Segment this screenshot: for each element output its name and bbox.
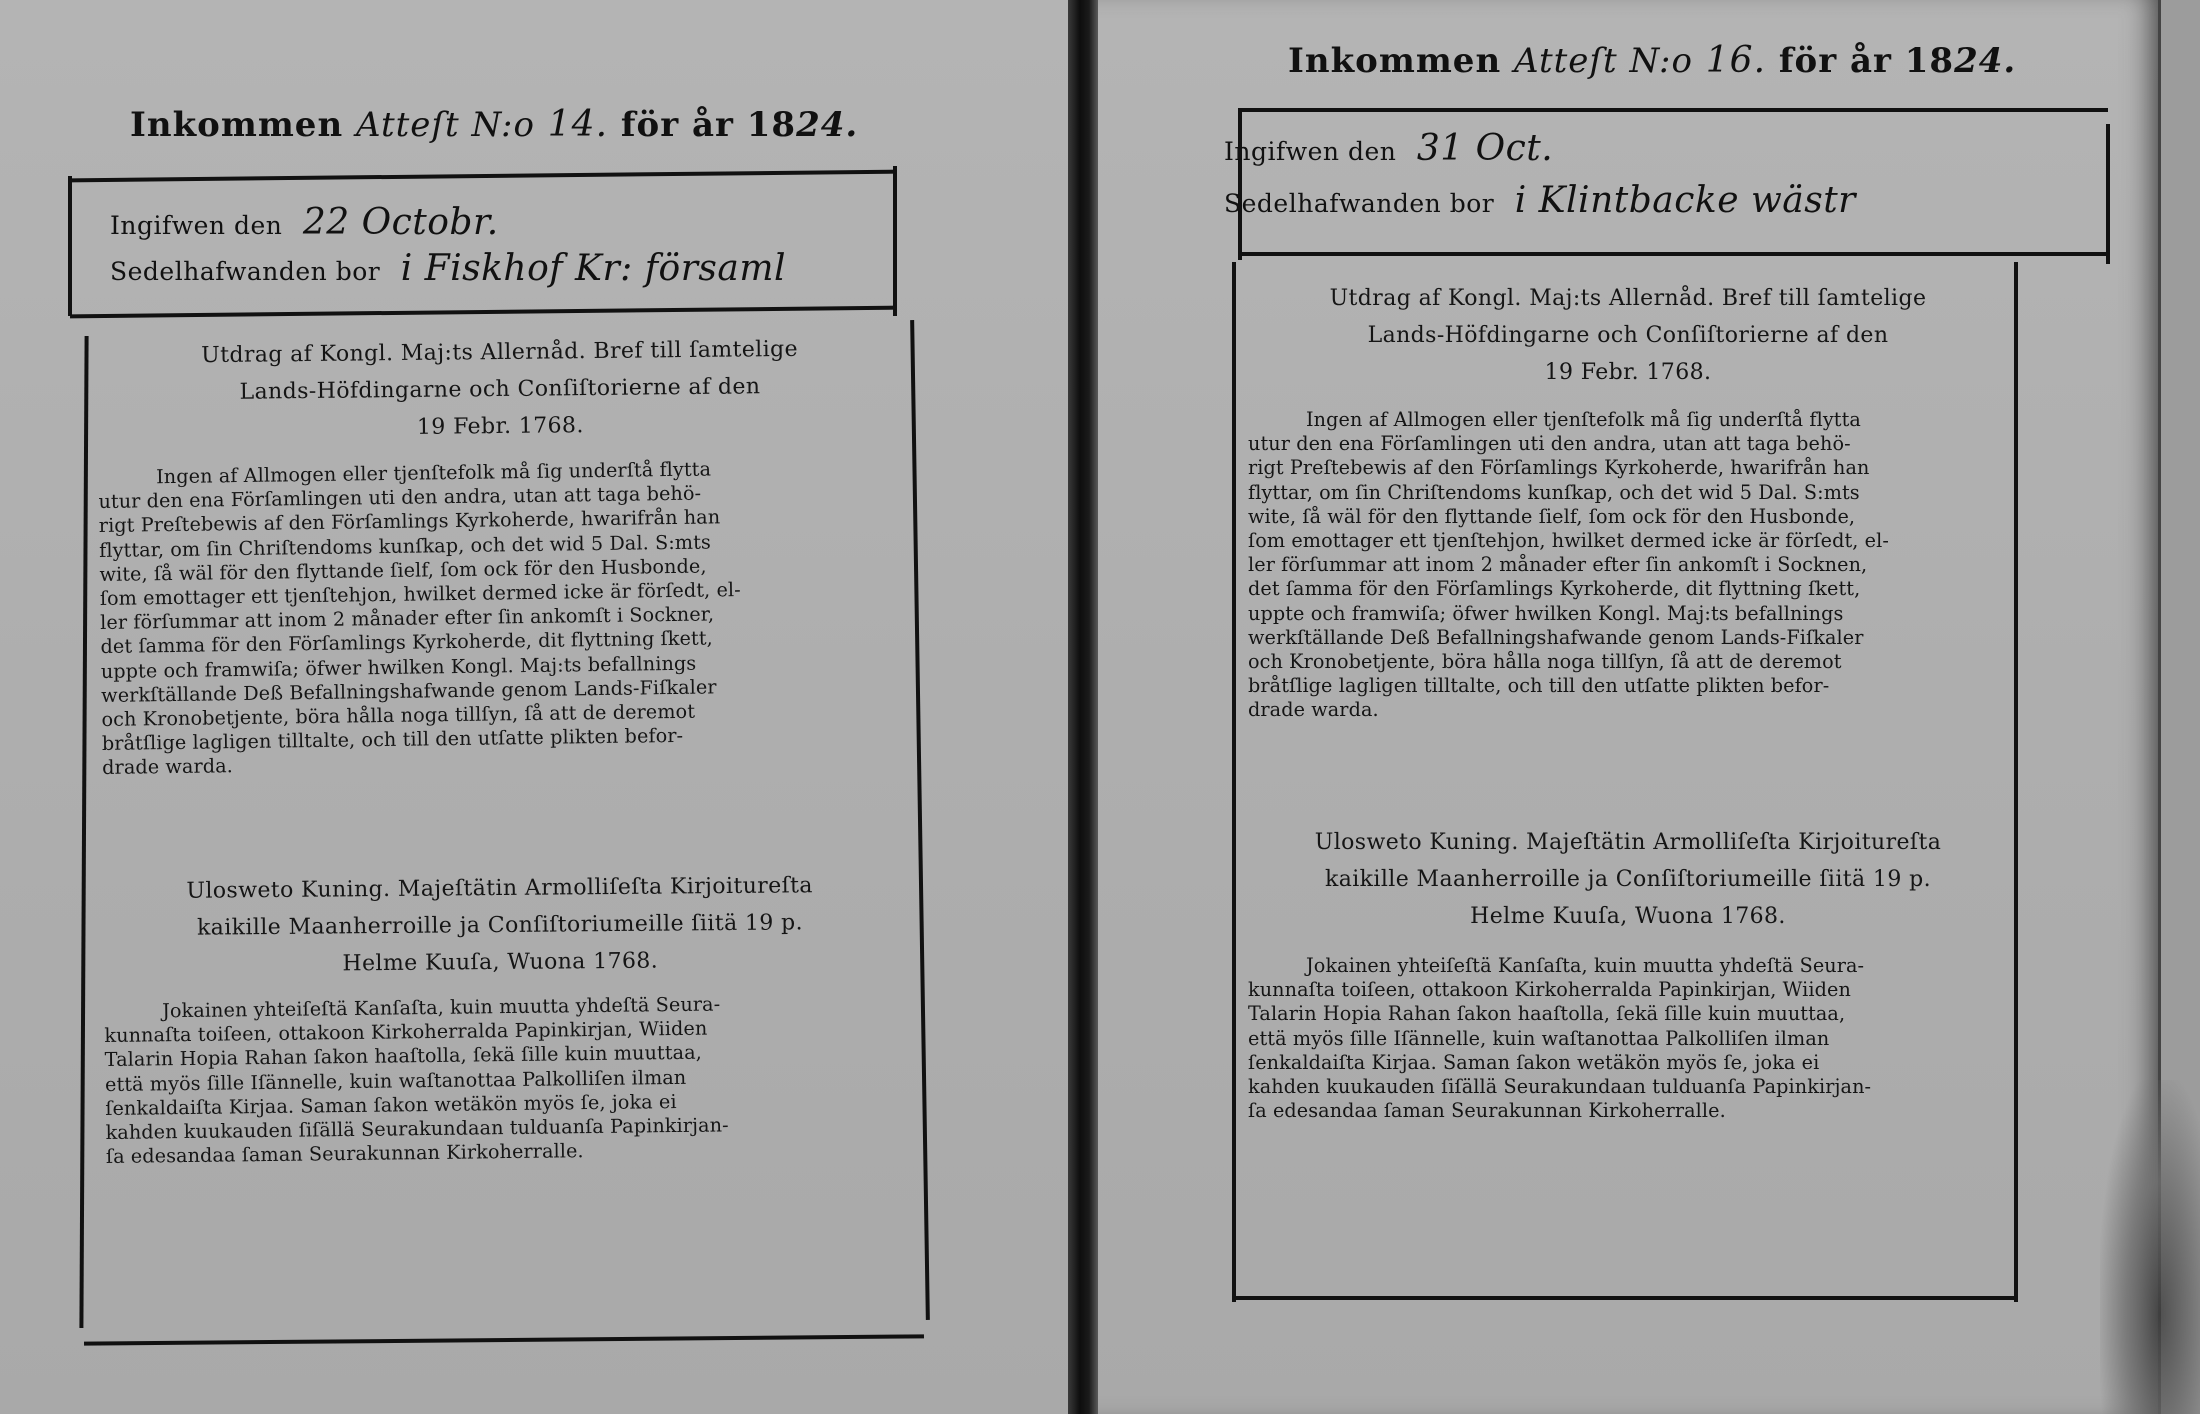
left-swedish-line: bråtſlige lagligen tilltalte, och till den utſatte plikten befor- [101,724,684,756]
right-header-year-hand: 24. [1954,41,2017,81]
right-swedish-paragraph [1248,408,2008,723]
right-swedish-heading [1248,280,2008,391]
left-box-right-edge [893,166,897,316]
left-swedish-line: uppte och framwiſa; öfwer hwilken Kongl. Maj:ts befallnings [100,651,697,683]
left-holder-label: Sedelhafwanden bor [110,257,381,286]
left-header-year-print: 18 [746,105,797,145]
right-document-page [1098,0,2161,1414]
left-swedish-line: och Kronobetjente, böra hålla noga tillſyn, ſå att de deremot [101,699,696,732]
right-swedish-line: Ingen af Allmogen eller tjenſtefolk må ſig underſtå flytta [1306,408,1861,431]
right-received-label: Ingifwen den [1224,137,1397,166]
right-swedish-line: rigt Preſtebewis af den Förſamlings Kyrkoherde, hwarifrån han [1248,456,1870,480]
left-received-line [110,202,499,243]
left-document-page [0,0,1068,1414]
left-holder-line [110,248,786,289]
right-finnish-paragraph [1248,954,2008,1123]
left-finnish-paragraph [104,990,906,1169]
left-finnish-line: Talarin Hopia Rahan ſakon haaſtolla, ſekä ſille kuin muuttaa, [104,1041,703,1072]
right-swedish-heading-line: Lands-Höfdingarne och Conſiſtorierne af den [1367,323,1889,348]
left-finnish-line: että myös ſille Iſännelle, kuin waſtanottaa Palkolliſen ilman [104,1065,687,1096]
right-holder-value: i Klintbacke wästr [1514,180,1856,221]
left-box-bottom-rule [70,306,896,319]
right-header [1288,40,2016,81]
right-header-year-print: 18 [1904,41,1955,81]
left-header-for-year: för år [620,105,734,145]
right-swedish-line: och Kronobetjente, böra hålla noga tillſyn, ſå att de deremot [1248,650,1842,674]
left-swedish-line: det ſamma för den Förſamlings Kyrkoherde, dit flyttning ſkett, [100,626,713,659]
right-box-right-edge [2106,124,2110,264]
left-received-label: Ingifwen den [110,211,283,240]
left-swedish-line: flyttar, om ſin Chriſtendoms kunſkap, och det wid 5 Dal. S:mts [99,530,712,562]
left-finnish-heading-line: kaikille Maanherroille ja Conſiſtoriumeille ſiitä 19 p. [196,910,804,941]
left-finnish-line: ſenkaldaiſta Kirjaa. Saman ſakon wetäkön myös ſe, joka ei [105,1089,677,1120]
left-frame-bottom-rule [84,1334,924,1345]
left-swedish-heading-line: Lands-Höfdingarne och Conſiſtorierne af den [239,374,761,405]
left-swedish-paragraph [98,455,902,781]
right-received-line [1224,128,1553,169]
left-finnish-line: kunnaſta toiſeen, ottakoon Kirkoherralda Papinkirjan, Wiiden [104,1016,708,1048]
right-swedish-heading-line: Utdrag af Kongl. Maj:ts Allernåd. Bref till ſamtelige [1329,286,1927,311]
right-finnish-line: ſenkaldaiſta Kirjaa. Saman ſakon wetäkön myös ſe, joka ei [1248,1050,1820,1074]
right-received-value: 31 Oct. [1416,128,1554,169]
right-finnish-line: kunnaſta toiſeen, ottakoon Kirkoherralda Papinkirjan, Wiiden [1248,978,1851,1002]
right-swedish-line: utur den ena Förſamlingen uti den andra, utan att taga behö- [1248,432,1851,456]
left-swedish-heading [119,330,880,449]
right-finnish-line: Talarin Hopia Rahan ſakon haaſtolla, ſekä ſille kuin muuttaa, [1248,1002,1846,1026]
right-finnish-heading-line: kaikille Maanherroille ja Conſiſtoriumeille ſiitä 19 p. [1325,867,1931,892]
right-header-number: 16. [1705,40,1767,81]
left-finnish-heading-line: Helme Kuuſa, Wuona 1768. [342,948,659,977]
left-swedish-line: wite, ſå wäl för den flyttande ſielf, ſom ock för den Husbonde, [99,554,707,586]
right-holder-line [1224,180,1856,221]
left-swedish-line: Ingen af Allmogen eller tjenſtefolk må ſig underſtå flytta [155,457,712,489]
right-swedish-line: drade warda. [1248,698,1379,722]
right-finnish-line: kahden kuukauden ſiſällä Seurakundaan tulduanſa Papinkirjan- [1248,1075,1872,1099]
right-box-top-rule [1240,108,2108,112]
left-box-top-rule [70,170,896,183]
left-finnish-line: ſa edesandaa ſaman Seurakunnan Kirkoherralle. [105,1139,584,1169]
left-swedish-line: werkſtällande Deß Befallningshafwande genom Lands-Fiſkaler [101,675,717,707]
right-swedish-line: wite, ſå wäl för den flyttande ſielf, ſom ock för den Husbonde, [1248,504,1856,528]
left-finnish-line: kahden kuukauden ſiſällä Seurakundaan tulduanſa Papinkirjan- [105,1113,729,1145]
left-header [130,104,858,145]
right-box-bottom-rule [1240,252,2108,256]
left-header-year-hand: 24. [796,105,859,145]
right-finnish-heading-line: Helme Kuuſa, Wuona 1768. [1470,904,1786,929]
left-holder-value: i Fiskhof Kr: församl [400,248,787,289]
right-frame-right-edge [2014,262,2018,1302]
right-swedish-line: ſom emottager ett tjenſtehjon, hwilket dermed icke är förſedt, el- [1248,529,1889,553]
right-swedish-line: bråtſlige lagligen tilltalte, och till den utſatte plikten befor- [1248,674,1830,698]
right-swedish-line: werkſtällande Deß Befallningshafwande genom Lands-Fiſkaler [1248,625,1864,649]
left-header-number: 14. [547,104,609,145]
left-swedish-heading-line: Utdrag af Kongl. Maj:ts Allernåd. Bref till ſamtelige [201,336,799,369]
right-finnish-line: Jokainen yhteiſeſtä Kanſaſta, kuin muutta yhdeſtä Seura- [1306,954,1865,977]
left-finnish-heading-line: Ulosweto Kuning. Majeſtätin Armolliſeſta Kirjoitureſta [186,873,813,904]
left-swedish-line: rigt Preſtebewis af den Förſamlings Kyrkoherde, hwarifrån han [98,505,721,538]
right-swedish-line: flyttar, om ſin Chriſtendoms kunſkap, och det wid 5 Dal. S:mts [1248,480,1860,504]
right-finnish-heading [1248,824,2008,935]
left-finnish-line: Jokainen yhteiſeſtä Kanſaſta, kuin muutta yhdeſtä Seura- [161,992,721,1023]
left-frame-right-edge [910,320,930,1320]
right-finnish-heading-line: Ulosweto Kuning. Majeſtätin Armolliſeſta Kirjoitureſta [1314,830,1942,855]
left-swedish-line: drade warda. [102,754,234,780]
left-swedish-line: ſom emottager ett tjenſtehjon, hwilket dermed icke är förſedt, el- [99,578,741,611]
right-header-for-year: för år [1778,41,1892,81]
left-header-atest: Atteſt N:o [356,105,535,145]
right-header-atest: Atteſt N:o [1514,41,1693,81]
left-swedish-line: ler förſummar att inom 2 månader efter ſin ankomſt i Sockner, [100,602,715,635]
right-swedish-line: ler förſummar att inom 2 månader efter ſin ankomſt i Socknen, [1248,553,1868,577]
left-box-left-edge [68,176,72,316]
right-finnish-line: että myös ſille Iſännelle, kuin waſtanottaa Palkolliſen ilman [1248,1026,1830,1050]
right-finnish-line: ſa edesandaa ſaman Seurakunnan Kirkoherralle. [1248,1099,1726,1123]
right-header-title: Inkommen [1288,41,1502,81]
left-received-value: 22 Octobr. [302,202,499,243]
right-frame-left-edge [1232,262,1236,1302]
left-swedish-line: utur den ena Förſamlingen uti den andra, utan att taga behö- [98,481,702,514]
left-header-title: Inkommen [130,105,344,145]
paper-stain [2100,1080,2200,1414]
right-frame-bottom-rule [1234,1296,2018,1300]
right-holder-label: Sedelhafwanden bor [1224,189,1495,218]
left-swedish-heading-line: 19 Febr. 1768. [416,413,584,440]
left-finnish-heading [120,867,881,985]
book-gutter [1068,0,1098,1414]
left-frame-left-edge [79,336,88,1328]
right-swedish-line: uppte och framwiſa; öfwer hwilken Kongl. Maj:ts befallnings [1248,601,1844,625]
right-swedish-heading-line: 19 Febr. 1768. [1544,360,1712,385]
right-swedish-line: det ſamma för den Förſamlings Kyrkoherde, dit flyttning ſkett, [1248,577,1861,601]
